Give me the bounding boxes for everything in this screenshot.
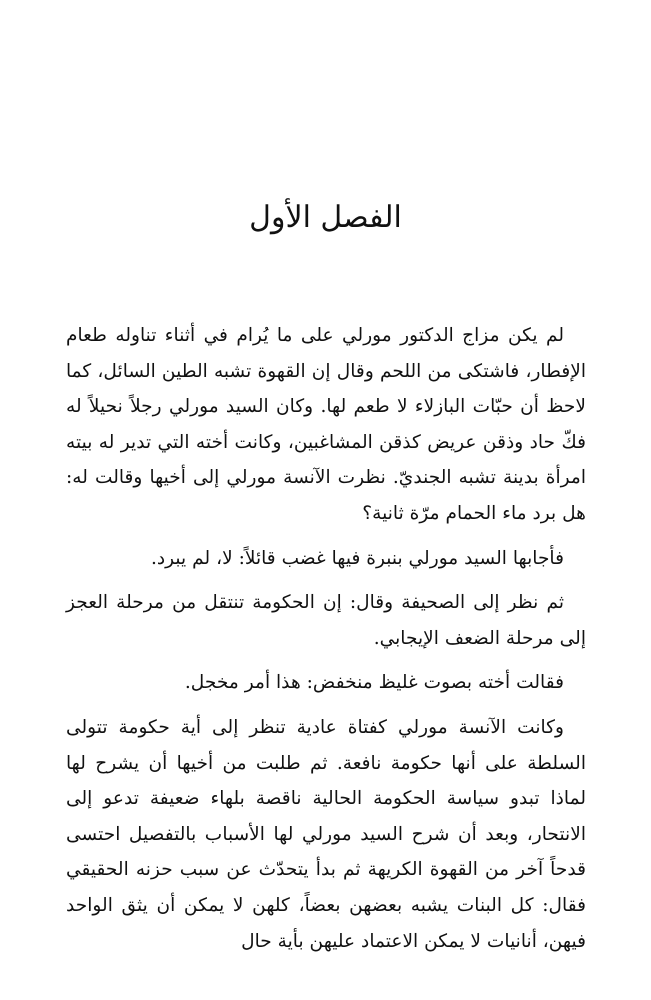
chapter-body	[66, 318, 586, 959]
paragraph-1: لم يكن مزاج الدكتور مورلي على ما يُرام في أثناء تناوله طعام الإفطار، فاشتكى من اللحم وقال إن القهوة تشبه الطين السائل، كما لاحظ أن حبّات البازلاء لا طعم لها. وكان السيد مورلي رجلاً نحيلاً له فكّ حاد وذقن عريض كذقن المشاغبين، وكانت أخته التي تدير له بيته امرأة بدينة تشبه الجنديّ. نظرت الآنسة مورلي إلى أخيها وقالت له: هل برد ماء الحمام مرّة ثانية؟	[66, 325, 586, 524]
paragraph-5: وكانت الآنسة مورلي كفتاة عادية تنظر إلى أية حكومة تتولى السلطة على أنها حكومة نافعة. ثم طلبت من أخيها أن يشرح لها لماذا تبدو سياسة الحكومة الحالية ناقصة بلهاء ضعيفة تدعو إلى الانتحار، وبعد أن شرح السيد مورلي لها الأسباب بالتفصيل احتسى قدحاً آخر من القهوة الكريهة ثم بدأ يتحدّث عن سبب حزنه الحقيقي فقال: كل البنات يشبه بعضهن بعضاً، كلهن لا يمكن أن يثق الواحد فيهن، أنانيات لا يمكن الاعتماد عليهن بأية حال	[66, 716, 586, 952]
paragraph-4: فقالت أخته بصوت غليظ منخفض: هذا أمر مخجل.	[184, 672, 564, 694]
paragraph-3: ثم نظر إلى الصحيفة وقال: إن الحكومة تنتقل من مرحلة العجز إلى مرحلة الضعف الإيجابي.	[66, 592, 586, 649]
chapter-title: الفصل الأول	[249, 200, 402, 235]
paragraph-2: فأجابها السيد مورلي بنبرة فيها غضب قائلاً: لا، لم يبرد.	[150, 547, 564, 569]
